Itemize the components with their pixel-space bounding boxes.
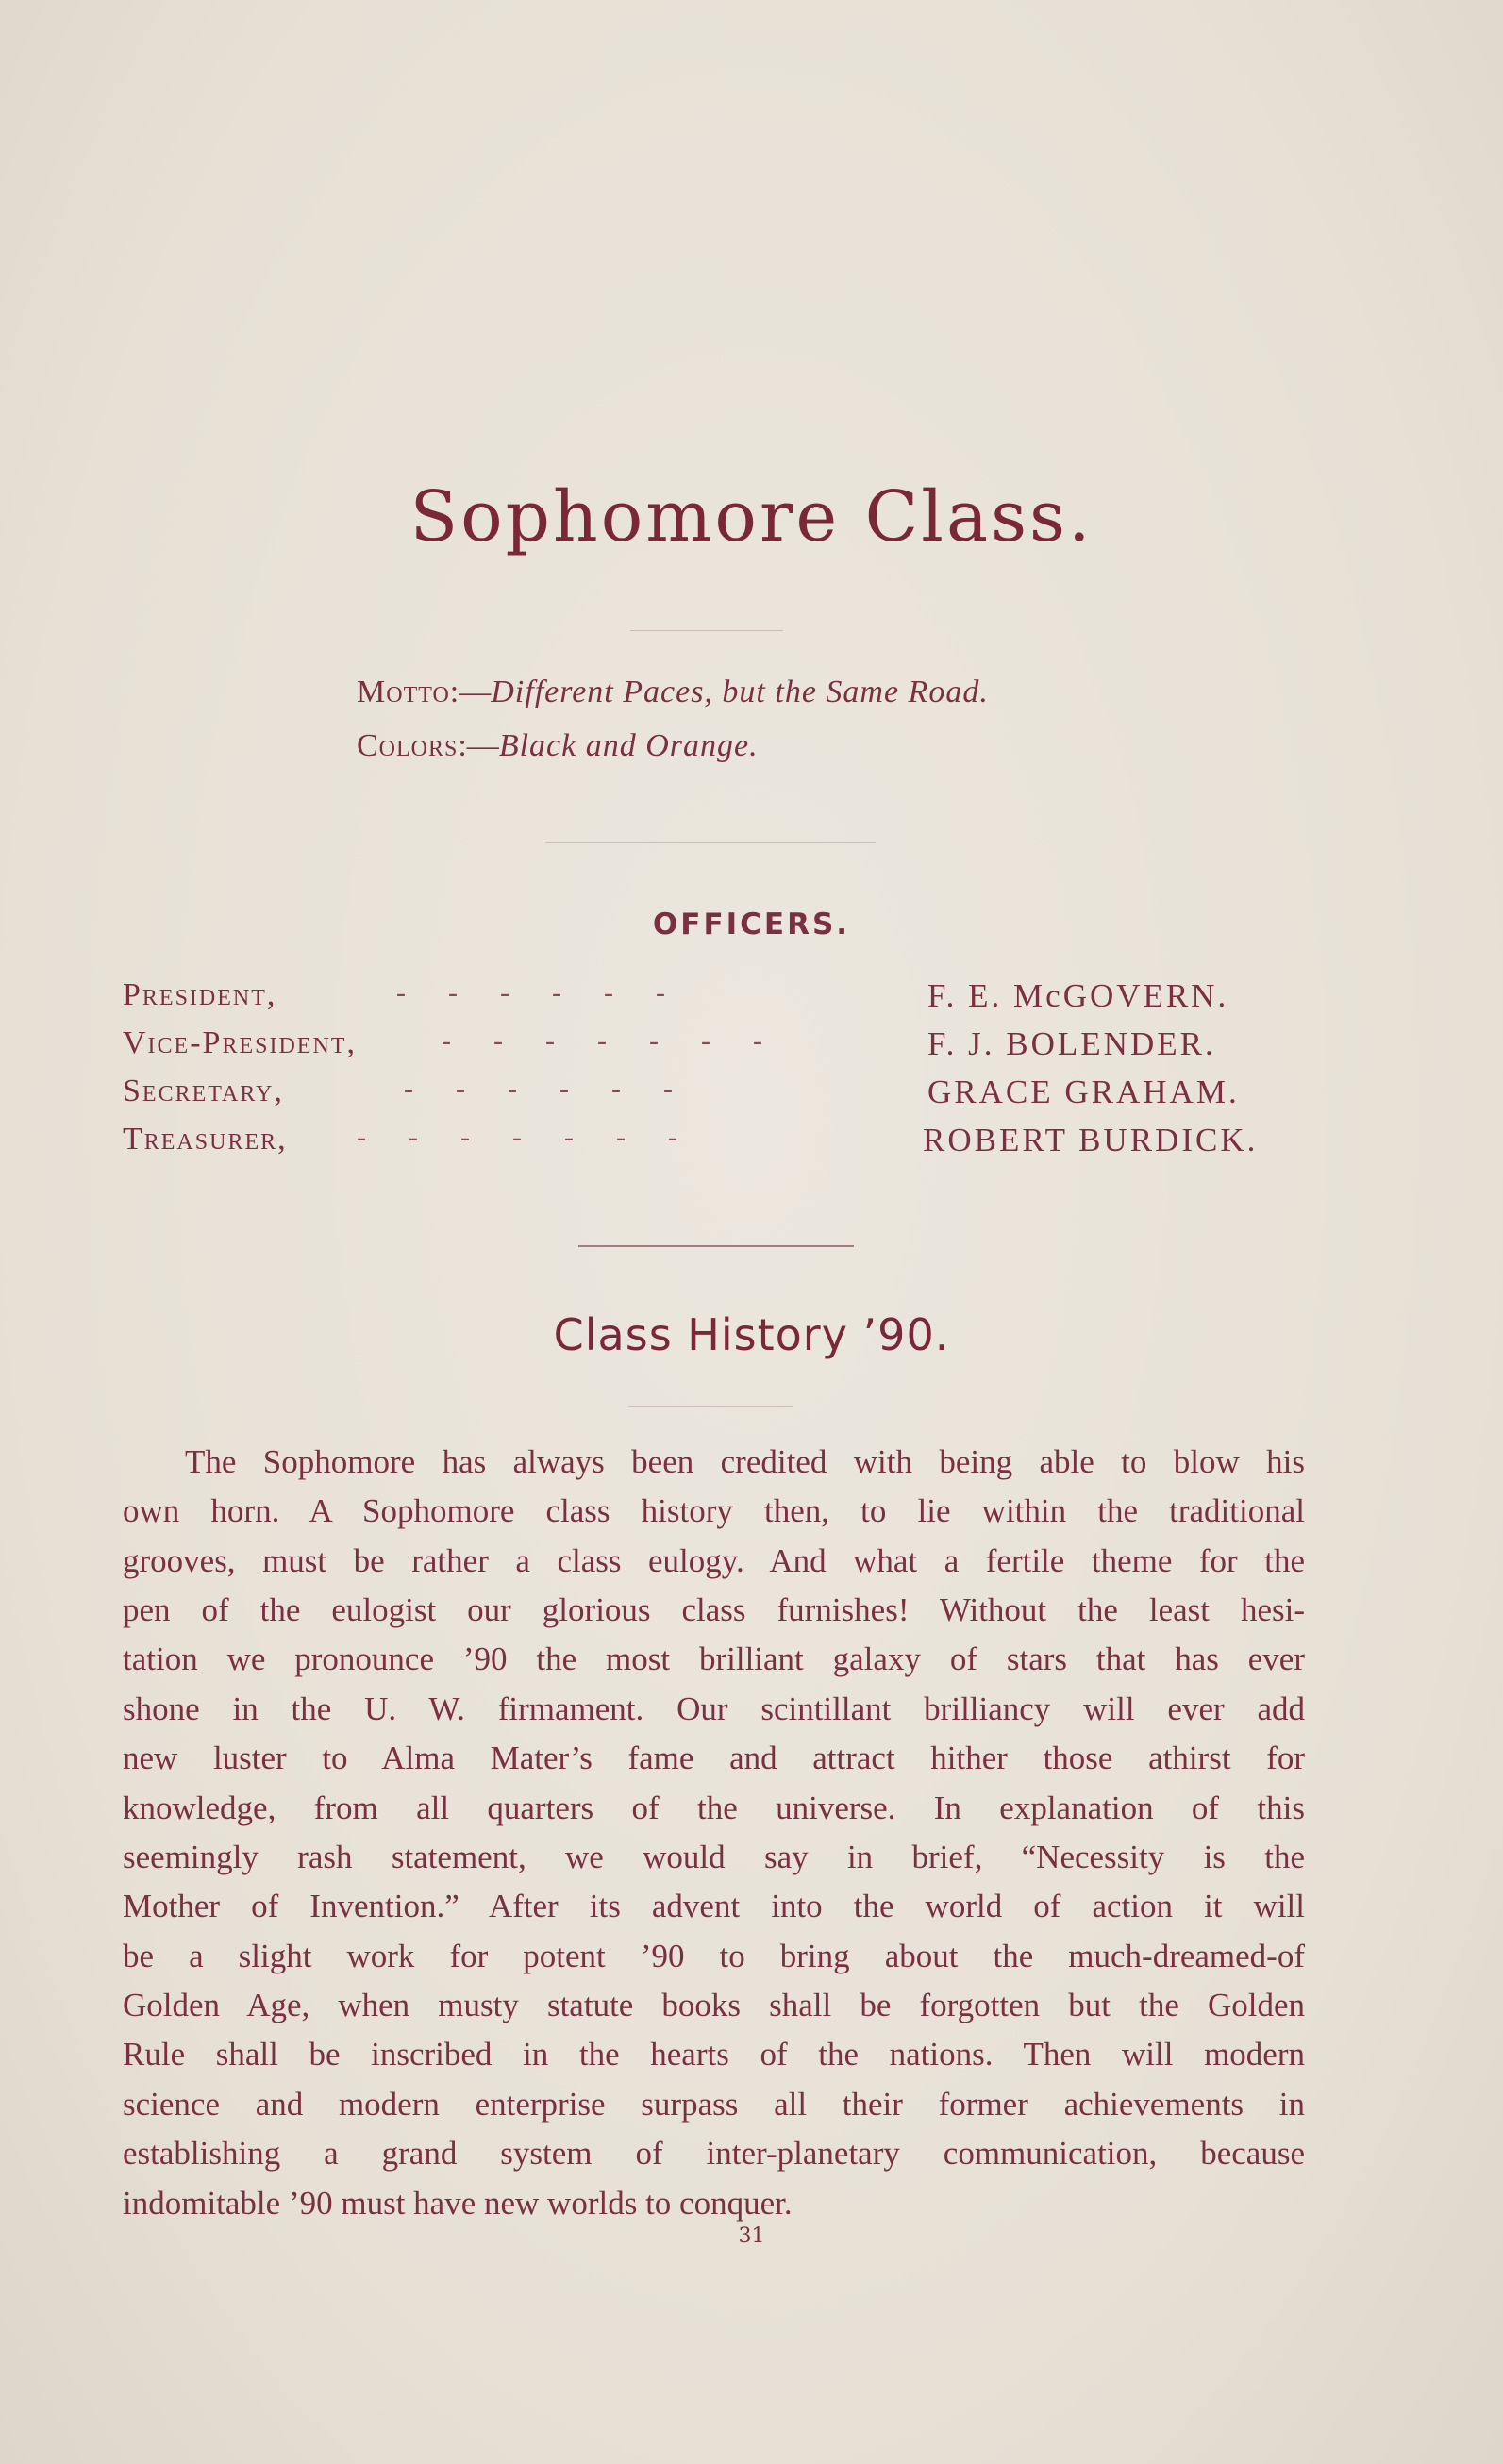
officer-name: F. E. McGOVERN. [927, 977, 1229, 1014]
officer-name: F. J. BOLENDER. [927, 1025, 1216, 1062]
history-paragraph-line: The Sophomore has always been credited with being able to blow his [185, 1443, 1305, 1480]
officer-leader-dashes: - - - - - - [404, 1074, 673, 1105]
officer-row [123, 1074, 1311, 1121]
history-paragraph-line: Rule shall be inscribed in the hearts of the nations. Then will modern [123, 2036, 1305, 2073]
history-paragraph-line: grooves, must be rather a class eulogy. And what a fertile theme for the [123, 1542, 1305, 1579]
officer-leader-dashes: - - - - - - - [442, 1025, 762, 1057]
colors-line [357, 728, 759, 764]
history-paragraph-line: Golden Age, when musty statute books shall be forgotten but the Golden [123, 1987, 1305, 2023]
officer-name: GRACE GRAHAM. [927, 1074, 1240, 1110]
title-divider [630, 630, 783, 631]
history-paragraph-line: shone in the U. W. firmament. Our scintillant brilliancy will ever add [123, 1690, 1305, 1727]
history-paragraph-line: pen of the eulogist our glorious class furnishes! Without the least hesi- [123, 1591, 1305, 1628]
history-paragraph-line: knowledge, from all quarters of the universe. In explanation of this [123, 1790, 1305, 1826]
officer-role: Treasurer, [123, 1122, 288, 1157]
history-heading: Class History ’90. [553, 1309, 950, 1360]
history-paragraph-line: tation we pronounce ’90 the most brilliant galaxy of stars that has ever [123, 1640, 1305, 1677]
history-paragraph-line: seemingly rash statement, we would say in brief, “Necessity is the [123, 1839, 1305, 1875]
officers-heading: OFFICERS. [652, 907, 851, 941]
motto-label: Motto [357, 674, 450, 709]
officer-name: ROBERT BURDICK. [923, 1122, 1259, 1158]
history-paragraph-line: establishing a grand system of inter-planetary communication, because [123, 2135, 1305, 2172]
history-paragraph-line: be a slight work for potent ’90 to bring about the much-dreamed-of [123, 1938, 1305, 1974]
officer-role: Vice-President, [123, 1025, 357, 1060]
officer-row [123, 977, 1311, 1024]
officers-divider [578, 1245, 854, 1247]
history-paragraph-line: indomitable ’90 must have new worlds to conquer. [123, 2185, 793, 2222]
officer-leader-dashes: - - - - - - [396, 977, 665, 1008]
history-paragraph-line: own horn. A Sophomore class history then, to lie within the traditional [123, 1492, 1305, 1529]
page-title: Sophomore Class. [409, 476, 1094, 558]
officer-role: President, [123, 977, 277, 1012]
history-divider [628, 1406, 793, 1407]
colors-separator: :— [458, 728, 499, 763]
officer-row [123, 1122, 1311, 1169]
colors-value: Black and Orange. [498, 728, 759, 763]
colors-label: Colors [357, 728, 459, 763]
officer-role: Secretary, [123, 1074, 284, 1108]
officer-row [123, 1025, 1311, 1073]
history-paragraph-line: science and modern enterprise surpass all their former achievements in [123, 2086, 1305, 2123]
officer-leader-dashes: - - - - - - - [357, 1122, 677, 1153]
motto-value: Different Paces, but the Same Road. [491, 674, 989, 709]
history-paragraph-line: Mother of Invention.” After its advent into the world of action it will [123, 1888, 1305, 1924]
history-paragraph-line: new luster to Alma Mater’s fame and attract hither those athirst for [123, 1740, 1305, 1776]
motto-separator: :— [449, 674, 492, 709]
motto-line [357, 674, 989, 710]
page-number: 31 [738, 2224, 765, 2248]
motto-divider [545, 842, 876, 843]
